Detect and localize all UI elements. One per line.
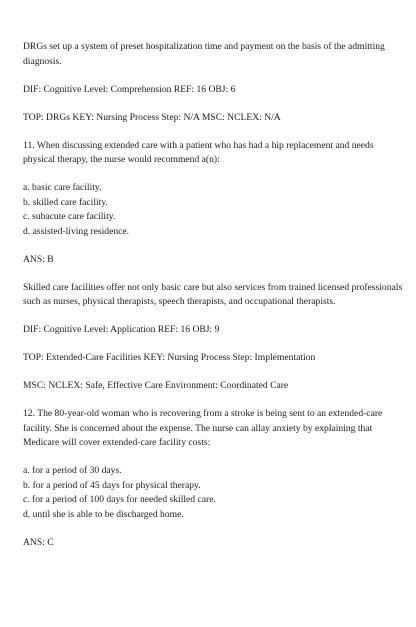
difficulty-line: DIF: Cognitive Level: Comprehension REF: 16 OBJ: 6	[23, 83, 236, 95]
question-11: 11. When discussing extended care with a patient who has had a hip replacement and needs physical therapy, the nurse would recommend a(n):	[23, 139, 374, 165]
q12-answer: ANS: C	[23, 536, 54, 548]
q12-option-b: b. for a period of 45 days for physical therapy.	[23, 479, 201, 491]
q11-option-c: c. subacute care facility.	[23, 211, 116, 222]
rationale-paragraph: DRGs set up a system of preset hospitalization time and payment on the basis of the admitting diagnosis.	[23, 41, 385, 67]
q11-option-b: b. skilled care facility.	[23, 196, 108, 208]
document-page	[23, 40, 403, 564]
topic-line: TOP: DRGs KEY: Nursing Process Step: N/A MSC: NCLEX: N/A	[23, 111, 281, 123]
q12-option-d: d. until she is able to be discharged home.	[23, 508, 184, 520]
q11-answer: ANS: B	[23, 253, 54, 265]
q11-topic-line: TOP: Extended-Care Facilities KEY: Nursing Process Step: Implementation	[23, 352, 316, 363]
q12-option-a: a. for a period of 30 days.	[23, 465, 122, 476]
q11-rationale: Skilled care facilities offer not only basic care but also services from trained licensed professionals such as nurses, physical therapists, speech therapists, and occupational therapists.	[23, 281, 403, 307]
q11-option-d: d. assisted-living residence.	[23, 225, 130, 237]
q12-option-c: c. for a period of 100 days for needed skilled care.	[23, 494, 216, 505]
question-11-options	[23, 181, 403, 239]
q11-msc-line: MSC: NCLEX: Safe, Effective Care Environment: Coordinated Care	[23, 380, 289, 391]
q11-option-a: a. basic care facility.	[23, 182, 102, 193]
question-12-options	[23, 464, 403, 522]
q11-difficulty-line: DIF: Cognitive Level: Application REF: 16 OBJ: 9	[23, 324, 220, 335]
question-12: 12. The 80-year-old woman who is recovering from a stroke is being sent to an extended-care facility. She is concerned about the expense. The nurse can allay anxiety by explaining that Medicare will cover extended-care facility costs:	[23, 408, 383, 448]
